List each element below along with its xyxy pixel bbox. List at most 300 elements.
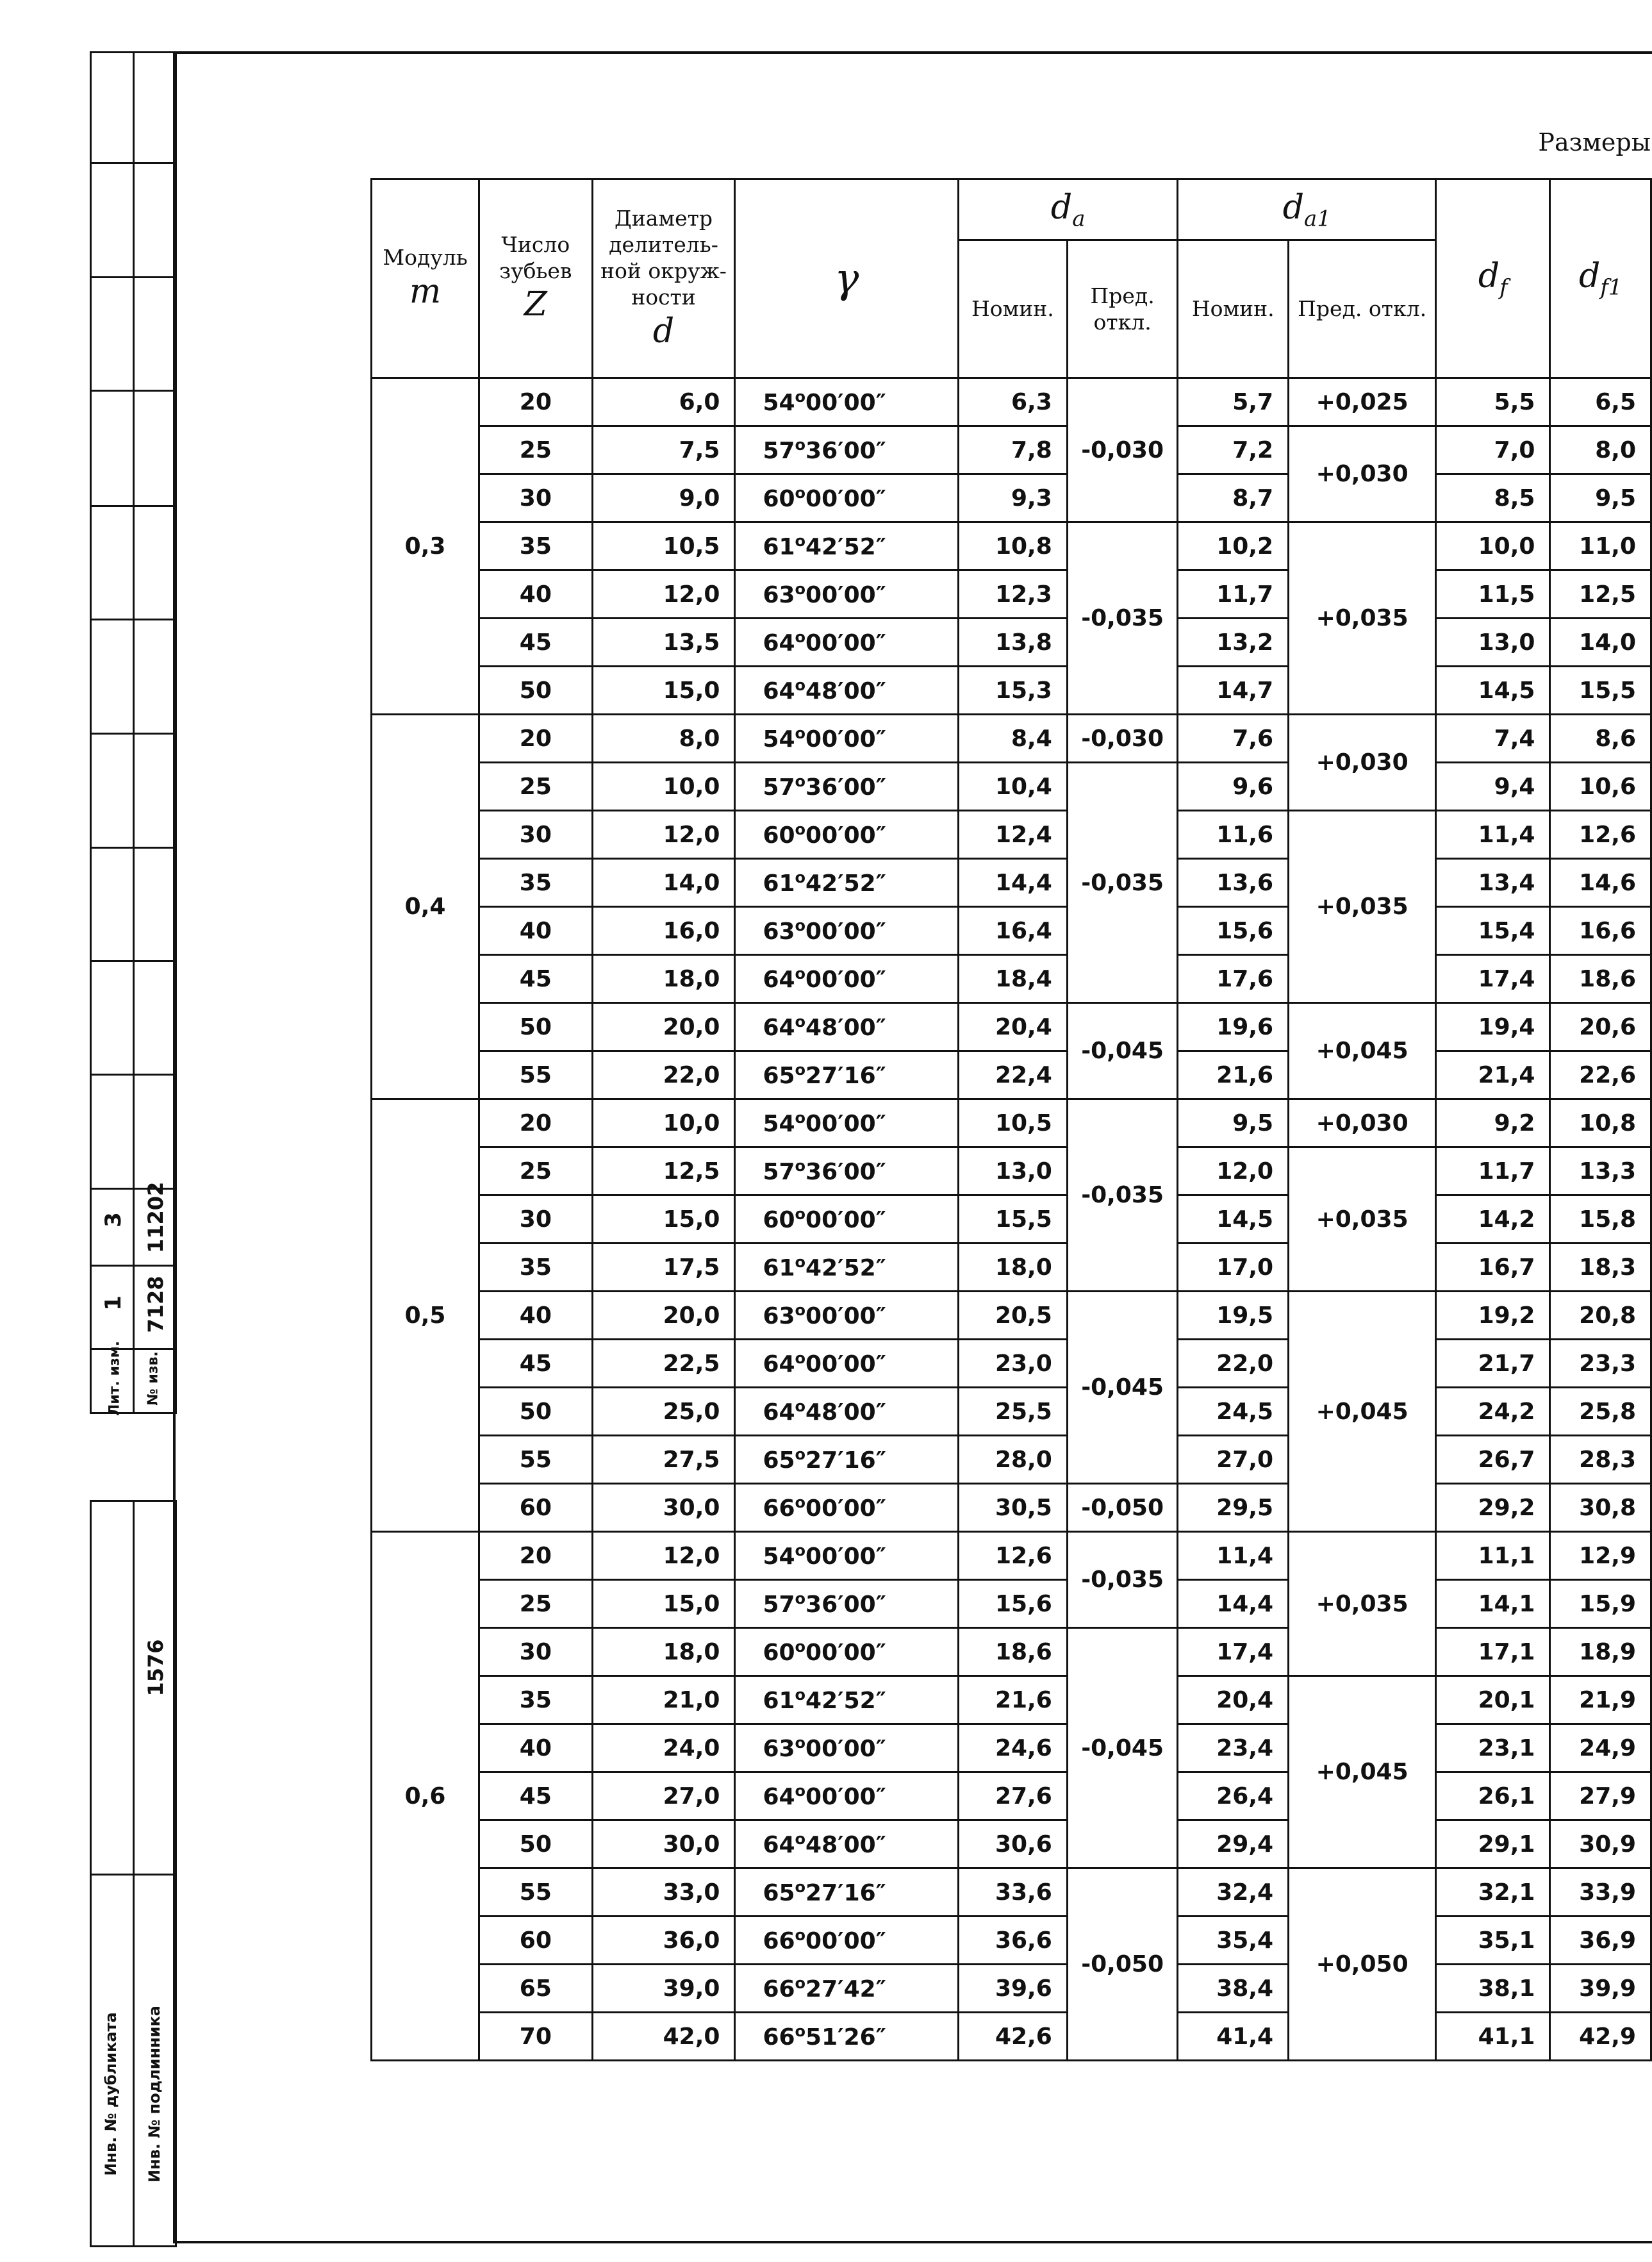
gamma-cell bbox=[735, 1099, 959, 1147]
gamma-minutes-seconds: 36′00″ bbox=[805, 438, 886, 464]
da-nominal-cell: 18,4 bbox=[958, 955, 1067, 1003]
da1-nominal-cell: 17,6 bbox=[1178, 955, 1289, 1003]
teeth-cell: 50 bbox=[479, 1820, 593, 1868]
gamma-degrees: 66 bbox=[763, 1928, 795, 1954]
header-da1-sub: a1 bbox=[1304, 205, 1331, 231]
df1-cell: 13,3 bbox=[1550, 1147, 1651, 1195]
stamp-row-line bbox=[92, 1265, 175, 1267]
header-teeth-label: Число зубьев bbox=[499, 231, 572, 283]
df-cell: 20,1 bbox=[1436, 1676, 1550, 1724]
table-row bbox=[372, 1292, 1651, 1340]
gamma-degrees: 64 bbox=[763, 967, 795, 993]
da-nominal-cell: 12,4 bbox=[958, 811, 1067, 859]
stamp-row-line bbox=[92, 505, 175, 507]
gamma-minutes-seconds: 48′00″ bbox=[805, 1832, 886, 1858]
da-nominal-cell: 36,6 bbox=[958, 1917, 1067, 1965]
gamma-cell bbox=[735, 1580, 959, 1628]
degree-sign: o bbox=[795, 1782, 806, 1800]
da-nominal-cell: 13,0 bbox=[958, 1147, 1067, 1195]
header-diameter-symbol: d bbox=[652, 312, 675, 351]
df-cell: 17,4 bbox=[1436, 955, 1550, 1003]
degree-sign: o bbox=[795, 724, 806, 742]
da1-nominal-cell: 26,4 bbox=[1178, 1772, 1289, 1820]
df1-cell: 11,0 bbox=[1550, 522, 1651, 570]
table-row bbox=[372, 1484, 1651, 1532]
gamma-minutes-seconds: 00′00″ bbox=[805, 1351, 886, 1377]
df1-cell: 8,0 bbox=[1550, 426, 1651, 474]
da1-nominal-cell: 14,4 bbox=[1178, 1580, 1289, 1628]
da1-nominal-cell: 5,7 bbox=[1178, 378, 1289, 426]
table-row bbox=[372, 1580, 1651, 1628]
header-da bbox=[958, 179, 1177, 240]
header-teeth-symbol: Z bbox=[524, 285, 547, 324]
da1-nominal-cell: 21,6 bbox=[1178, 1051, 1289, 1099]
df1-cell: 18,9 bbox=[1550, 1628, 1651, 1676]
da-nominal-cell: 15,6 bbox=[958, 1580, 1067, 1628]
teeth-cell: 20 bbox=[479, 715, 593, 763]
df-cell: 16,7 bbox=[1436, 1243, 1550, 1292]
gamma-minutes-seconds: 48′00″ bbox=[805, 1399, 886, 1426]
da-nominal-cell: 23,0 bbox=[958, 1340, 1067, 1388]
da-nominal-cell: 24,6 bbox=[958, 1724, 1067, 1772]
diameter-cell: 36,0 bbox=[592, 1917, 735, 1965]
da1-nominal-cell: 13,2 bbox=[1178, 619, 1289, 667]
da-nominal-cell: 20,4 bbox=[958, 1003, 1067, 1051]
stamp-row-line bbox=[92, 1348, 175, 1350]
degree-sign: o bbox=[795, 869, 806, 886]
teeth-cell: 35 bbox=[479, 859, 593, 907]
da1-deviation-cell: +0,030 bbox=[1289, 426, 1436, 522]
da-nominal-cell: 30,5 bbox=[958, 1484, 1067, 1532]
df1-cell: 16,6 bbox=[1550, 907, 1651, 955]
header-module bbox=[372, 179, 479, 378]
gamma-minutes-seconds: 36′00″ bbox=[805, 1159, 886, 1185]
degree-sign: o bbox=[795, 917, 806, 935]
degree-sign: o bbox=[795, 484, 806, 502]
gamma-degrees: 64 bbox=[763, 1351, 795, 1377]
table-row bbox=[372, 1628, 1651, 1676]
table-row bbox=[372, 474, 1651, 522]
gamma-cell bbox=[735, 1292, 959, 1340]
da-nominal-cell: 15,5 bbox=[958, 1195, 1067, 1243]
diameter-cell: 18,0 bbox=[592, 1628, 735, 1676]
table-row bbox=[372, 1917, 1651, 1965]
diameter-cell: 8,0 bbox=[592, 715, 735, 763]
lit-izm-value-2: 3 bbox=[101, 1212, 126, 1227]
header-diameter-label: Диаметр делитель- ной окруж- ности bbox=[600, 205, 727, 310]
header-teeth bbox=[479, 179, 593, 378]
teeth-cell: 45 bbox=[479, 619, 593, 667]
da-nominal-cell: 10,5 bbox=[958, 1099, 1067, 1147]
gamma-degrees: 60 bbox=[763, 486, 795, 512]
table-row bbox=[372, 1965, 1651, 2013]
header-da-nominal: Номин. bbox=[958, 240, 1067, 378]
da-nominal-cell: 12,6 bbox=[958, 1532, 1067, 1580]
degree-sign: o bbox=[795, 1493, 806, 1511]
gamma-cell bbox=[735, 1388, 959, 1436]
gamma-minutes-seconds: 00′00″ bbox=[805, 630, 886, 656]
header-da-deviation: Пред. откл. bbox=[1067, 240, 1178, 378]
bottom-frame-line bbox=[173, 2241, 1652, 2243]
degree-sign: o bbox=[795, 1926, 806, 1944]
gamma-minutes-seconds: 27′16″ bbox=[805, 1880, 886, 1906]
df-cell: 14,1 bbox=[1436, 1580, 1550, 1628]
da1-nominal-cell: 11,7 bbox=[1178, 570, 1289, 619]
diameter-cell: 15,0 bbox=[592, 1580, 735, 1628]
degree-sign: o bbox=[795, 1445, 806, 1463]
df1-cell: 39,9 bbox=[1550, 1965, 1651, 2013]
da-nominal-cell: 16,4 bbox=[958, 907, 1067, 955]
gamma-minutes-seconds: 42′52″ bbox=[805, 534, 886, 560]
teeth-cell: 60 bbox=[479, 1917, 593, 1965]
da1-nominal-cell: 41,4 bbox=[1178, 2013, 1289, 2061]
table-row bbox=[372, 811, 1651, 859]
teeth-cell: 20 bbox=[479, 1532, 593, 1580]
gamma-minutes-seconds: 00′00″ bbox=[805, 1543, 886, 1570]
inv-podl-label: Инв. № подлинника bbox=[145, 2006, 163, 2183]
gamma-degrees: 60 bbox=[763, 1640, 795, 1666]
da-nominal-cell: 39,6 bbox=[958, 1965, 1067, 2013]
gamma-cell bbox=[735, 1628, 959, 1676]
da-nominal-cell: 6,3 bbox=[958, 378, 1067, 426]
gamma-minutes-seconds: 00′00″ bbox=[805, 1736, 886, 1762]
diameter-cell: 30,0 bbox=[592, 1820, 735, 1868]
teeth-cell: 50 bbox=[479, 1388, 593, 1436]
df1-cell: 20,8 bbox=[1550, 1292, 1651, 1340]
num-izv-label: № изв. bbox=[145, 1351, 161, 1406]
stamp-row-line bbox=[92, 733, 175, 735]
teeth-cell: 55 bbox=[479, 1051, 593, 1099]
gamma-cell bbox=[735, 1243, 959, 1292]
da1-nominal-cell: 38,4 bbox=[1178, 1965, 1289, 2013]
da1-deviation-cell: +0,025 bbox=[1289, 378, 1436, 426]
table-row bbox=[372, 955, 1651, 1003]
df-cell: 9,4 bbox=[1436, 763, 1550, 811]
table-row bbox=[372, 619, 1651, 667]
stamp-row-line bbox=[92, 847, 175, 849]
gamma-cell bbox=[735, 1003, 959, 1051]
gamma-minutes-seconds: 36′00″ bbox=[805, 774, 886, 801]
df-cell: 11,7 bbox=[1436, 1147, 1550, 1195]
gamma-degrees: 63 bbox=[763, 919, 795, 945]
gamma-degrees: 54 bbox=[763, 726, 795, 753]
degree-sign: o bbox=[795, 820, 806, 838]
gamma-minutes-seconds: 42′52″ bbox=[805, 1688, 886, 1714]
df-cell: 15,4 bbox=[1436, 907, 1550, 955]
da-deviation-cell: -0,050 bbox=[1067, 1868, 1178, 2061]
df1-cell: 30,8 bbox=[1550, 1484, 1651, 1532]
degree-sign: o bbox=[795, 965, 806, 983]
gamma-degrees: 54 bbox=[763, 1543, 795, 1570]
table-row bbox=[372, 378, 1651, 426]
gamma-degrees: 63 bbox=[763, 1736, 795, 1762]
gamma-degrees: 54 bbox=[763, 390, 795, 416]
gear-dimensions-table bbox=[370, 178, 1652, 2061]
df-cell: 24,2 bbox=[1436, 1388, 1550, 1436]
teeth-cell: 55 bbox=[479, 1868, 593, 1917]
module-cell: 0,6 bbox=[372, 1532, 479, 2061]
teeth-cell: 70 bbox=[479, 2013, 593, 2061]
da-nominal-cell: 33,6 bbox=[958, 1868, 1067, 1917]
gamma-degrees: 64 bbox=[763, 1015, 795, 1041]
header-df1-sub: f1 bbox=[1600, 274, 1623, 301]
diameter-cell: 9,0 bbox=[592, 474, 735, 522]
da1-nominal-cell: 11,6 bbox=[1178, 811, 1289, 859]
gamma-degrees: 64 bbox=[763, 678, 795, 704]
degree-sign: o bbox=[795, 2022, 806, 2040]
df1-cell: 6,5 bbox=[1550, 378, 1651, 426]
da-nominal-cell: 13,8 bbox=[958, 619, 1067, 667]
gamma-degrees: 66 bbox=[763, 1976, 795, 2002]
da-nominal-cell: 7,8 bbox=[958, 426, 1067, 474]
table-row bbox=[372, 763, 1651, 811]
da1-deviation-cell: +0,045 bbox=[1289, 1003, 1436, 1099]
teeth-cell: 40 bbox=[479, 570, 593, 619]
table-header bbox=[372, 179, 1651, 378]
da1-nominal-cell: 13,6 bbox=[1178, 859, 1289, 907]
table-row bbox=[372, 1003, 1651, 1051]
gamma-cell bbox=[735, 1147, 959, 1195]
gamma-minutes-seconds: 51′26″ bbox=[805, 2024, 886, 2050]
da1-nominal-cell: 29,4 bbox=[1178, 1820, 1289, 1868]
gamma-minutes-seconds: 27′16″ bbox=[805, 1063, 886, 1089]
da1-nominal-cell: 14,7 bbox=[1178, 667, 1289, 715]
header-df1-symbol: d bbox=[1578, 257, 1601, 296]
table-row bbox=[372, 1724, 1651, 1772]
gamma-cell bbox=[735, 570, 959, 619]
gamma-degrees: 64 bbox=[763, 630, 795, 656]
da1-deviation-cell: +0,045 bbox=[1289, 1292, 1436, 1532]
gamma-cell bbox=[735, 1195, 959, 1243]
diameter-cell: 21,0 bbox=[592, 1676, 735, 1724]
gamma-cell bbox=[735, 1820, 959, 1868]
gamma-degrees: 61 bbox=[763, 870, 795, 897]
diameter-cell: 22,5 bbox=[592, 1340, 735, 1388]
teeth-cell: 35 bbox=[479, 1676, 593, 1724]
da1-nominal-cell: 10,2 bbox=[1178, 522, 1289, 570]
df1-cell: 14,6 bbox=[1550, 859, 1651, 907]
da1-deviation-cell: +0,045 bbox=[1289, 1676, 1436, 1868]
da1-nominal-cell: 22,0 bbox=[1178, 1340, 1289, 1388]
gamma-degrees: 57 bbox=[763, 1592, 795, 1618]
teeth-cell: 35 bbox=[479, 1243, 593, 1292]
degree-sign: o bbox=[795, 532, 806, 550]
gamma-minutes-seconds: 00′00″ bbox=[805, 1928, 886, 1954]
gamma-cell bbox=[735, 1868, 959, 1917]
table-row bbox=[372, 570, 1651, 619]
da1-deviation-cell: +0,030 bbox=[1289, 715, 1436, 811]
da-nominal-cell: 14,4 bbox=[958, 859, 1067, 907]
da1-deviation-cell: +0,050 bbox=[1289, 1868, 1436, 2061]
teeth-cell: 25 bbox=[479, 1147, 593, 1195]
df1-cell: 8,6 bbox=[1550, 715, 1651, 763]
df-cell: 11,1 bbox=[1436, 1532, 1550, 1580]
diameter-cell: 22,0 bbox=[592, 1051, 735, 1099]
degree-sign: o bbox=[795, 1253, 806, 1271]
teeth-cell: 35 bbox=[479, 522, 593, 570]
df1-cell: 14,0 bbox=[1550, 619, 1651, 667]
da1-deviation-cell: +0,035 bbox=[1289, 811, 1436, 1003]
gamma-degrees: 57 bbox=[763, 774, 795, 801]
degree-sign: o bbox=[795, 1638, 806, 1656]
da-deviation-cell: -0,045 bbox=[1067, 1292, 1178, 1484]
df1-cell: 30,9 bbox=[1550, 1820, 1651, 1868]
gamma-cell bbox=[735, 1676, 959, 1724]
margin-stamp-bottom bbox=[90, 1500, 177, 2247]
table-row bbox=[372, 1820, 1651, 1868]
da1-nominal-cell: 29,5 bbox=[1178, 1484, 1289, 1532]
gamma-degrees: 64 bbox=[763, 1784, 795, 1810]
stamp-row-line bbox=[92, 162, 175, 164]
df1-cell: 27,9 bbox=[1550, 1772, 1651, 1820]
gamma-minutes-seconds: 00′00″ bbox=[805, 919, 886, 945]
header-da1-deviation: Пред. откл. bbox=[1289, 240, 1436, 378]
da-deviation-cell: -0,035 bbox=[1067, 1532, 1178, 1628]
da-nominal-cell: 20,5 bbox=[958, 1292, 1067, 1340]
diameter-cell: 25,0 bbox=[592, 1388, 735, 1436]
gamma-degrees: 64 bbox=[763, 1399, 795, 1426]
da1-nominal-cell: 14,5 bbox=[1178, 1195, 1289, 1243]
degree-sign: o bbox=[795, 1109, 806, 1127]
header-df-sub: f bbox=[1499, 274, 1508, 301]
degree-sign: o bbox=[795, 1734, 806, 1752]
degree-sign: o bbox=[795, 1301, 806, 1319]
gamma-minutes-seconds: 27′42″ bbox=[805, 1976, 886, 2002]
table-row bbox=[372, 1676, 1651, 1724]
da-deviation-cell: -0,035 bbox=[1067, 522, 1178, 715]
diameter-cell: 12,0 bbox=[592, 811, 735, 859]
df1-cell: 10,6 bbox=[1550, 763, 1651, 811]
da1-nominal-cell: 8,7 bbox=[1178, 474, 1289, 522]
inv-podl-value: 1576 bbox=[144, 1639, 168, 1697]
da1-nominal-cell: 12,0 bbox=[1178, 1147, 1289, 1195]
gamma-cell bbox=[735, 1051, 959, 1099]
da-deviation-cell: -0,035 bbox=[1067, 1099, 1178, 1292]
da-deviation-cell: -0,050 bbox=[1067, 1484, 1178, 1532]
gamma-cell bbox=[735, 2013, 959, 2061]
header-module-label: Модуль bbox=[383, 245, 468, 270]
teeth-cell: 40 bbox=[479, 1724, 593, 1772]
teeth-cell: 30 bbox=[479, 1195, 593, 1243]
degree-sign: o bbox=[795, 676, 806, 694]
da1-deviation-cell: +0,035 bbox=[1289, 522, 1436, 715]
teeth-cell: 50 bbox=[479, 1003, 593, 1051]
degree-sign: o bbox=[795, 1397, 806, 1415]
diameter-cell: 17,5 bbox=[592, 1243, 735, 1292]
df-cell: 38,1 bbox=[1436, 1965, 1550, 2013]
teeth-cell: 55 bbox=[479, 1436, 593, 1484]
table-row bbox=[372, 2013, 1651, 2061]
degree-sign: o bbox=[795, 388, 806, 406]
da1-nominal-cell: 23,4 bbox=[1178, 1724, 1289, 1772]
gamma-minutes-seconds: 42′52″ bbox=[805, 1255, 886, 1281]
teeth-cell: 45 bbox=[479, 1772, 593, 1820]
num-izv-value-1: 7128 bbox=[144, 1276, 168, 1333]
gamma-minutes-seconds: 48′00″ bbox=[805, 1015, 886, 1041]
diameter-cell: 39,0 bbox=[592, 1965, 735, 2013]
inv-dubl-label: Инв. № дубликата bbox=[102, 2012, 120, 2176]
diameter-cell: 33,0 bbox=[592, 1868, 735, 1917]
da1-nominal-cell: 9,5 bbox=[1178, 1099, 1289, 1147]
degree-sign: o bbox=[795, 772, 806, 790]
gamma-cell bbox=[735, 1340, 959, 1388]
teeth-cell: 30 bbox=[479, 1628, 593, 1676]
gamma-cell bbox=[735, 955, 959, 1003]
da-nominal-cell: 18,6 bbox=[958, 1628, 1067, 1676]
gamma-degrees: 57 bbox=[763, 438, 795, 464]
header-df-symbol: d bbox=[1478, 257, 1500, 296]
module-cell: 0,4 bbox=[372, 715, 479, 1099]
teeth-cell: 20 bbox=[479, 378, 593, 426]
df-cell: 11,4 bbox=[1436, 811, 1550, 859]
gamma-minutes-seconds: 48′00″ bbox=[805, 678, 886, 704]
table-row bbox=[372, 522, 1651, 570]
gamma-minutes-seconds: 00′00″ bbox=[805, 822, 886, 849]
header-diameter bbox=[592, 179, 735, 378]
da1-deviation-cell: +0,030 bbox=[1289, 1099, 1436, 1147]
da1-deviation-cell: +0,035 bbox=[1289, 1532, 1436, 1676]
teeth-cell: 60 bbox=[479, 1484, 593, 1532]
df1-cell: 23,3 bbox=[1550, 1340, 1651, 1388]
teeth-cell: 20 bbox=[479, 1099, 593, 1147]
df-cell: 13,0 bbox=[1436, 619, 1550, 667]
header-da-symbol: d bbox=[1050, 188, 1073, 227]
df1-cell: 36,9 bbox=[1550, 1917, 1651, 1965]
da1-nominal-cell: 20,4 bbox=[1178, 1676, 1289, 1724]
gamma-degrees: 65 bbox=[763, 1880, 795, 1906]
diameter-cell: 30,0 bbox=[592, 1484, 735, 1532]
df-cell: 7,4 bbox=[1436, 715, 1550, 763]
df-cell: 29,1 bbox=[1436, 1820, 1550, 1868]
sizes-label: Размеры bbox=[1538, 128, 1651, 156]
da-nominal-cell: 22,4 bbox=[958, 1051, 1067, 1099]
table-row bbox=[372, 1388, 1651, 1436]
da-nominal-cell: 27,6 bbox=[958, 1772, 1067, 1820]
da1-nominal-cell: 7,6 bbox=[1178, 715, 1289, 763]
da-nominal-cell: 42,6 bbox=[958, 2013, 1067, 2061]
da-deviation-cell: -0,045 bbox=[1067, 1628, 1178, 1868]
header-df1 bbox=[1550, 179, 1651, 378]
teeth-cell: 25 bbox=[479, 763, 593, 811]
df-cell: 7,0 bbox=[1436, 426, 1550, 474]
gamma-minutes-seconds: 36′00″ bbox=[805, 1592, 886, 1618]
gamma-cell bbox=[735, 1724, 959, 1772]
da-nominal-cell: 18,0 bbox=[958, 1243, 1067, 1292]
stamp-row-line bbox=[92, 960, 175, 962]
diameter-cell: 12,0 bbox=[592, 1532, 735, 1580]
teeth-cell: 30 bbox=[479, 474, 593, 522]
df1-cell: 28,3 bbox=[1550, 1436, 1651, 1484]
diameter-cell: 24,0 bbox=[592, 1724, 735, 1772]
da-nominal-cell: 10,8 bbox=[958, 522, 1067, 570]
teeth-cell: 30 bbox=[479, 811, 593, 859]
df-cell: 19,2 bbox=[1436, 1292, 1550, 1340]
df-cell: 26,7 bbox=[1436, 1436, 1550, 1484]
df1-cell: 22,6 bbox=[1550, 1051, 1651, 1099]
diameter-cell: 15,0 bbox=[592, 667, 735, 715]
da-deviation-cell: -0,030 bbox=[1067, 715, 1178, 763]
gamma-degrees: 61 bbox=[763, 1255, 795, 1281]
df-cell: 9,2 bbox=[1436, 1099, 1550, 1147]
table-row bbox=[372, 426, 1651, 474]
header-module-symbol: m bbox=[409, 272, 442, 311]
df-cell: 19,4 bbox=[1436, 1003, 1550, 1051]
teeth-cell: 65 bbox=[479, 1965, 593, 2013]
table-row bbox=[372, 1147, 1651, 1195]
gamma-degrees: 65 bbox=[763, 1063, 795, 1089]
diameter-cell: 10,0 bbox=[592, 1099, 735, 1147]
da1-nominal-cell: 11,4 bbox=[1178, 1532, 1289, 1580]
